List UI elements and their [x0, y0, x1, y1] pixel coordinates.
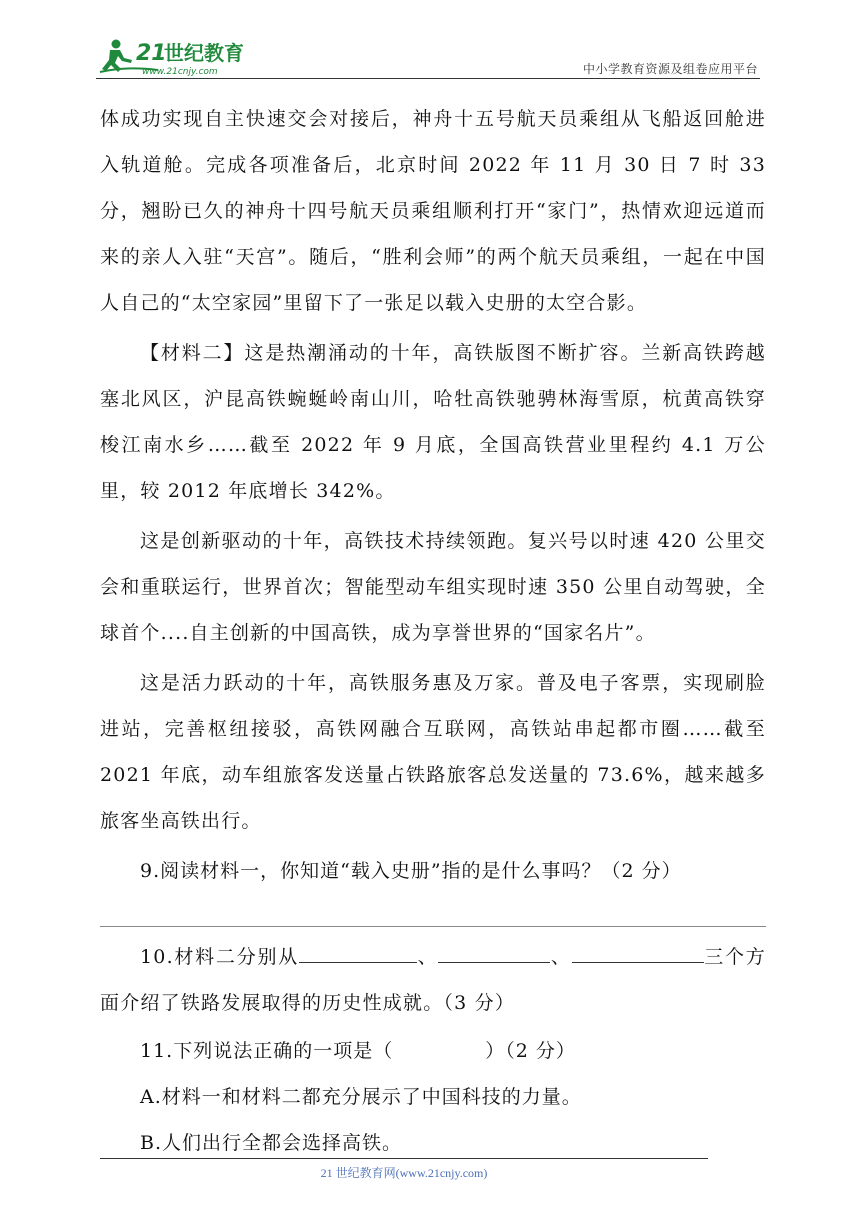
svg-text:世纪教育: 世纪教育 — [164, 41, 244, 65]
q10-blank-2[interactable] — [438, 940, 550, 963]
option-b[interactable]: B.人们出行全都会选择高铁。 — [140, 1132, 403, 1154]
platform-name: 中小学教育资源及组卷应用平台 — [582, 62, 758, 76]
q11-prefix: 11.下列说法正确的一项是（ — [140, 1040, 394, 1062]
answer-line-q9[interactable] — [100, 926, 766, 928]
svg-text:21: 21 — [136, 41, 167, 66]
question-10 — [100, 934, 766, 1026]
paragraph-innovation: 这是创新驱动的十年，高铁技术持续领跑。复兴号以时速 420 公里交会和重联运行，世界首次；智能型动车组实现时速 350 公里自动驾驶，全球首个....自主创新的中国高铁，成为享誉世界的“国家名片”。 — [100, 530, 766, 644]
option-a[interactable]: A.材料一和材料二都充分展示了中国科技的力量。 — [140, 1086, 582, 1108]
footer-divider — [100, 1158, 708, 1159]
paragraph-service: 这是活力跃动的十年，高铁服务惠及万家。普及电子客票，实现刷脸进站，完善枢纽接驳，高铁网融合互联网，高铁站串起都市圈……截至 2021 年底，动车组旅客发送量占铁路旅客总发送量的 73.6%，越来越多旅客坐高铁出行。 — [100, 672, 766, 832]
paragraph-material-one-cont: 体成功实现自主快速交会对接后，神舟十五号航天员乘组从飞船返回舱进入轨道舱。完成各项准备后，北京时间 2022 年 11 月 30 日 7 时 33 分，翘盼已久的神舟十四号航天员乘组顺利打开“家门”，热情欢迎远道而来的亲人入驻“天宫”。随后，“胜利会师”的两个航天员乘组，一起在中国人自己的“太空家园”里留下了一张足以载入史册的太空合影。 — [100, 108, 766, 314]
document-body — [100, 96, 766, 1166]
footer-link[interactable]: 21 世纪教育网(www.21cnjy.com) — [320, 1166, 488, 1180]
question-11 — [100, 1028, 766, 1074]
q10-blank-1[interactable] — [299, 940, 417, 963]
page-header — [96, 32, 760, 80]
q10-separator: 、 — [417, 946, 439, 968]
q10-prefix: 10.材料二分别从 — [140, 946, 299, 968]
header-divider — [96, 78, 760, 79]
question-9: 9.阅读材料一，你知道“载入史册”指的是什么事吗？（2 分） — [140, 860, 682, 882]
q11-suffix: ）（2 分） — [485, 1040, 576, 1062]
q10-separator: 、 — [550, 946, 572, 968]
svg-text:www.21cnjy.com: www.21cnjy.com — [142, 67, 218, 76]
q10-blank-3[interactable] — [572, 940, 704, 963]
paragraph-material-two: 【材料二】这是热潮涌动的十年，高铁版图不断扩容。兰新高铁跨越塞北风区，沪昆高铁蜿蜒岭南山川，哈牡高铁驰骋林海雪原，杭黄高铁穿梭江南水乡……截至 2022 年 9 月底，全国高铁营业里程约 4.1 万公里，较 2012 年底增长 342%。 — [100, 342, 766, 502]
q10-suffix: 三个方面介绍了铁路发展取得的历史性成就。（3 分） — [100, 946, 766, 1014]
site-logo — [96, 36, 286, 76]
